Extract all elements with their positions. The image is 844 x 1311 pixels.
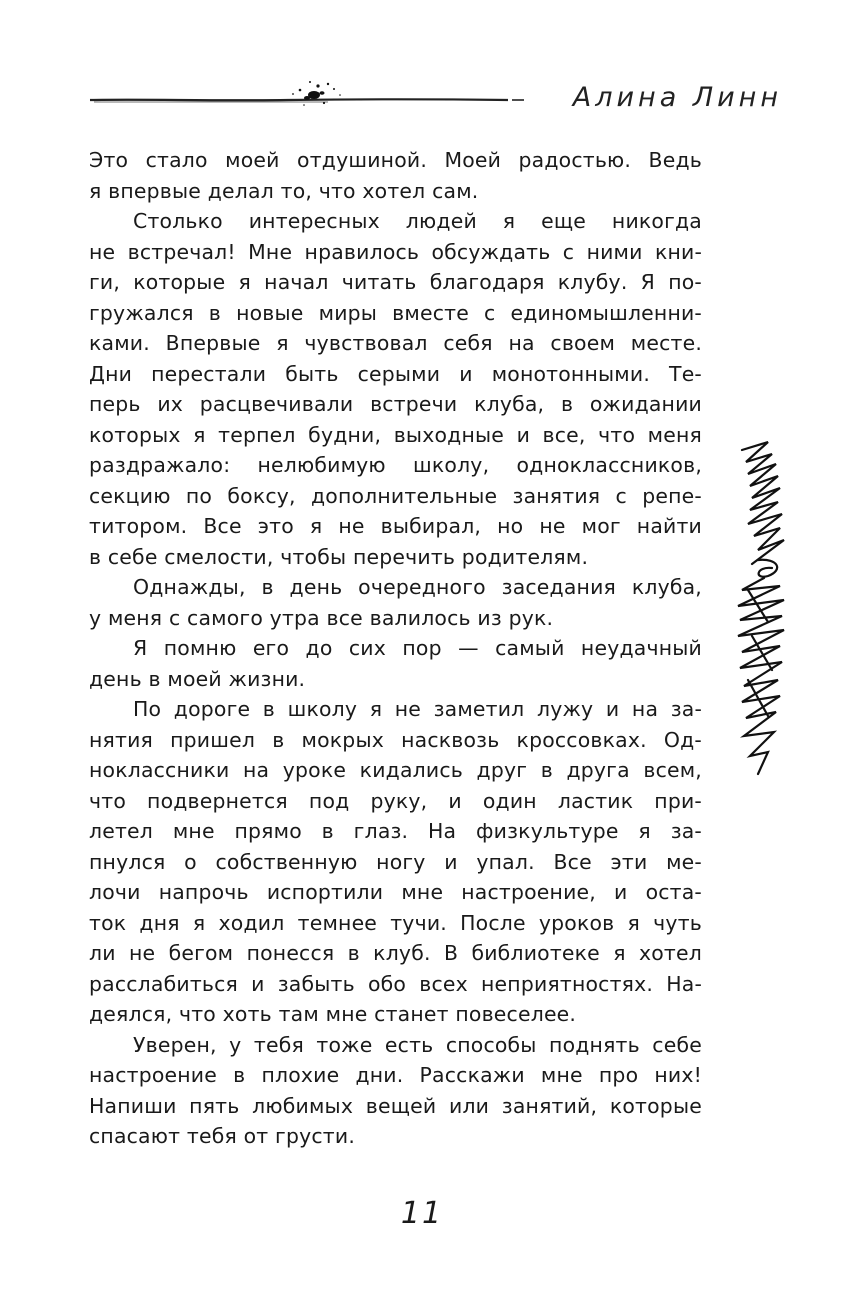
scribble-doodle xyxy=(728,440,798,780)
text-line: секцию по боксу, дополнительные занятия с репе- xyxy=(89,483,702,508)
text-line: что подвернется под руку, и один ластик при- xyxy=(89,788,702,813)
text-line: перь их расцвечивали встречи клуба, в ожидании xyxy=(89,392,702,416)
text-line: лочи напрочь испортили мне настроение, и оста- xyxy=(89,880,702,904)
text-line: гружался в новые миры вместе с единомышленни- xyxy=(89,300,702,325)
author-name: Алина Линн xyxy=(572,82,782,113)
text-line: Напиши пять любимых вещей или занятий, которые xyxy=(89,1093,702,1118)
text-line: спасают тебя от грусти. xyxy=(89,1124,355,1148)
text-line: настроение в плохие дни. Расскажи мне про них! xyxy=(89,1063,702,1087)
text-line: Дни перестали быть серыми и монотонными. Те- xyxy=(89,361,702,386)
text-line: у меня с самого утра все валилось из рук. xyxy=(89,605,554,630)
text-line: ками. Впервые я чувствовал себя на своем месте. xyxy=(89,331,702,355)
text-line: деялся, что хоть там мне станет повеселее. xyxy=(89,1002,577,1026)
text-line: ноклассники на уроке кидались друг в друга всем, xyxy=(89,758,702,782)
text-line: ли не бегом понесся в клуб. В библиотеке я хотел xyxy=(89,941,702,965)
text-line: титором. Все это я не выбирал, но не мог найти xyxy=(89,514,702,538)
text-line: летел мне прямо в глаз. На физкультуре я за- xyxy=(89,819,702,843)
body-text xyxy=(89,145,702,1152)
header-rule-ornament xyxy=(88,76,528,116)
text-line: которых я терпел будни, выходные и все, что меня xyxy=(89,422,702,447)
text-line: день в моей жизни. xyxy=(89,666,306,691)
page-number: 11 xyxy=(400,1196,444,1231)
text-line: ток дня я ходил темнее тучи. После уроков я чуть xyxy=(89,910,702,935)
text-line: расслабиться и забыть обо всех неприятностях. На- xyxy=(89,971,702,996)
text-line: раздражало: нелюбимую школу, одноклассников, xyxy=(89,453,702,477)
text-line: нятия пришел в мокрых насквозь кроссовках. Од- xyxy=(89,727,702,752)
text-line: Однажды, в день очередного заседания клуба, xyxy=(133,575,702,599)
text-line: пнулся о собственную ногу и упал. Все эти ме- xyxy=(89,849,702,874)
text-line: Уверен, у тебя тоже есть способы поднять себе xyxy=(133,1032,702,1057)
text-line: ги, которые я начал читать благодаря клубу. Я по- xyxy=(89,270,702,294)
text-line: я впервые делал то, что хотел сам. xyxy=(89,178,479,203)
text-line: Столько интересных людей я еще никогда xyxy=(133,209,702,233)
text-line: в себе смелости, чтобы перечить родителям. xyxy=(89,544,589,569)
text-line: По дороге в школу я не заметил лужу и на за- xyxy=(133,697,702,721)
text-line: Я помню его до сих пор — самый неудачный xyxy=(133,636,702,660)
text-line: не встречал! Мне нравилось обсуждать с ними кни- xyxy=(89,239,702,264)
text-line: Это стало моей отдушиной. Моей радостью. Ведь xyxy=(89,148,702,172)
